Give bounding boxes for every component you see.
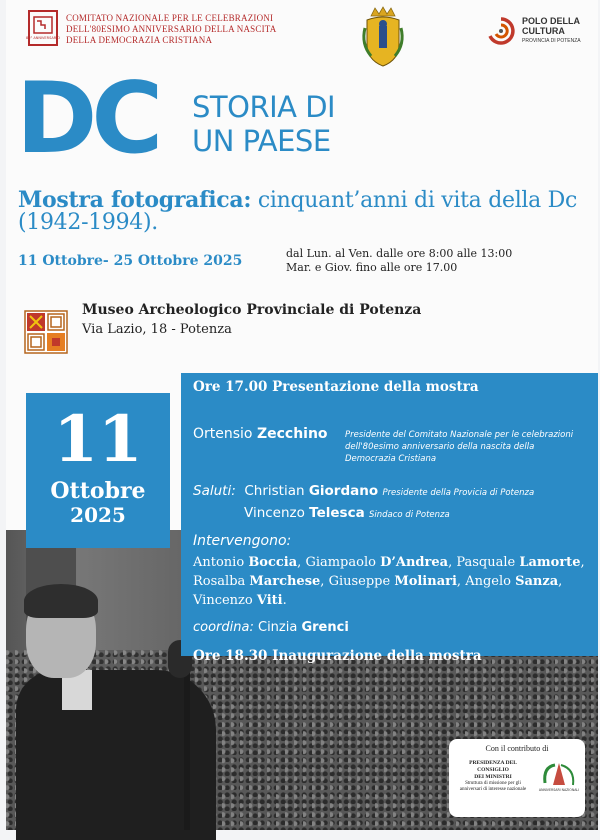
speaker-last-name: Molinari <box>394 574 457 589</box>
coordina-label: coordina: <box>193 620 254 635</box>
dc-title: DC <box>16 62 158 176</box>
speaker-separator: , <box>558 574 563 589</box>
speaker-entry <box>456 555 584 570</box>
speaker-entry <box>329 574 466 589</box>
intervengono-label: Intervengono: <box>193 533 292 549</box>
program-heading: Ore 17.00 Presentazione della mostra <box>193 379 479 395</box>
comitato-title <box>66 13 326 46</box>
pcm-line-3: Struttura di missione per gli anniversari di interesse nazionale <box>459 780 527 792</box>
speaker-first-name: Pasquale <box>456 555 520 570</box>
speaker-entry <box>193 555 305 570</box>
giordano-last-name: Giordano <box>308 483 379 499</box>
speaker-separator: , <box>320 574 329 589</box>
comitato-logo-caption: 80° ANNIVERSARIO <box>26 36 60 40</box>
inaugurazione: Ore 18.30 Inaugurazione della mostra <box>193 648 482 664</box>
storia-line-1: STORIA DI <box>192 90 336 124</box>
comitato-header <box>28 10 326 46</box>
polo-line-2: CULTURA <box>522 26 565 36</box>
speaker-separator: , <box>297 555 306 570</box>
speaker-entry <box>193 593 287 608</box>
pcm-line-2: DEI MINISTRI <box>474 773 512 780</box>
telesca-last-name: Telesca <box>309 505 365 521</box>
speaker-first-name: Angelo <box>465 574 516 589</box>
speaker-separator: , <box>448 555 457 570</box>
telesca-first-name: Vincenzo <box>244 505 310 521</box>
comitato-logo-icon <box>28 10 58 46</box>
speaker-last-name: Sanza <box>515 574 559 589</box>
giordano-first-name: Christian <box>244 483 309 499</box>
speaker-entry <box>465 574 562 589</box>
pcm-line-1: PRESIDENZA DEL CONSIGLIO <box>469 759 517 773</box>
hours-line-1: dal Lun. al Ven. dalle ore 8:00 alle 13:00 <box>286 247 513 260</box>
speaker-separator: . <box>282 593 287 608</box>
zecchino-role: Presidente del Comitato Nazionale per le celebrazioni dell'80esimo anniversario della nascita della Democrazia Cristiana <box>345 430 574 464</box>
storia-subtitle <box>192 90 335 158</box>
event-year: 2025 <box>70 503 126 527</box>
event-date-box <box>26 393 170 548</box>
mostra-label: Mostra fotografica: <box>18 187 252 213</box>
comitato-line-2: DELL'80ESIMO ANNIVERSARIO DELLA NASCITA <box>66 24 277 34</box>
saluti-giordano <box>193 483 534 499</box>
telesca-role: Sindaco di Potenza <box>368 510 450 520</box>
speakers-list <box>193 553 593 610</box>
opening-hours <box>286 247 512 275</box>
coordina-first-name: Cinzia <box>253 620 302 635</box>
speaker-last-name: D’Andrea <box>380 555 449 570</box>
pcm-logo <box>455 760 531 793</box>
contributo-box <box>449 739 585 817</box>
comitato-line-1: COMITATO NAZIONALE PER LE CELEBRAZIONI <box>66 13 274 23</box>
poster <box>6 0 598 830</box>
speaker-first-name: Rosalba <box>193 574 250 589</box>
hours-line-2: Mar. e Giov. fino alle ore 17.00 <box>286 261 458 274</box>
speaker-first-name: Giampaolo <box>305 555 381 570</box>
speaker-first-name: Vincenzo <box>193 593 257 608</box>
saluti-telesca <box>244 505 450 521</box>
speaker-entry <box>193 574 329 589</box>
speaker-last-name: Marchese <box>249 574 321 589</box>
zecchino-first-name: Ortensio <box>193 426 257 442</box>
speaker-first-name: Giuseppe <box>328 574 395 589</box>
speaker-zecchino <box>193 426 328 442</box>
polo-cultura-icon <box>486 16 516 46</box>
museum-address: Via Lazio, 18 - Potenza <box>82 322 232 337</box>
saluti-label: Saluti: <box>193 483 236 499</box>
exhibition-dates: 11 Ottobre- 25 Ottobre 2025 <box>18 253 243 269</box>
speaker-first-name: Antonio <box>193 555 249 570</box>
potenza-crest-icon <box>361 6 405 68</box>
speaker-last-name: Viti <box>256 593 283 608</box>
coordina-last-name: Grenci <box>301 620 349 635</box>
mostra-heading <box>18 189 598 234</box>
museum-name: Museo Archeologico Provinciale di Potenza <box>82 302 422 318</box>
speaker-separator: , <box>580 555 585 570</box>
speaker-last-name: Lamorte <box>519 555 581 570</box>
museum-logo-icon <box>24 310 68 354</box>
speaker-separator: , <box>456 574 466 589</box>
speaker-entry <box>305 555 456 570</box>
anniversari-nazionali-icon <box>539 759 579 793</box>
polo-line-3: PROVINCIA DI POTENZA <box>522 38 581 44</box>
mostra-description: cinquant’anni di vita della Dc (1942-1994). <box>18 188 578 235</box>
coordina <box>193 620 349 635</box>
storia-line-2: UN PAESE <box>192 124 331 158</box>
comitato-line-3: DELLA DEMOCRAZIA CRISTIANA <box>66 35 213 45</box>
giordano-role: Presidente della Provicia di Potenza <box>382 488 535 498</box>
polo-cultura-logo <box>486 16 581 46</box>
speaker-hair <box>24 584 98 618</box>
event-month: Ottobre <box>50 478 146 504</box>
polo-line-1: POLO DELLA <box>522 16 580 26</box>
microphone-stand <box>184 650 190 830</box>
event-day: 11 <box>53 402 143 477</box>
event-program <box>181 373 598 664</box>
zecchino-last-name: Zecchino <box>256 426 328 442</box>
contributo-title: Con il contributo di <box>485 744 549 753</box>
anniversari-caption: ANNIVERSARI NAZIONALI <box>538 788 580 792</box>
speaker-last-name: Boccia <box>248 555 298 570</box>
